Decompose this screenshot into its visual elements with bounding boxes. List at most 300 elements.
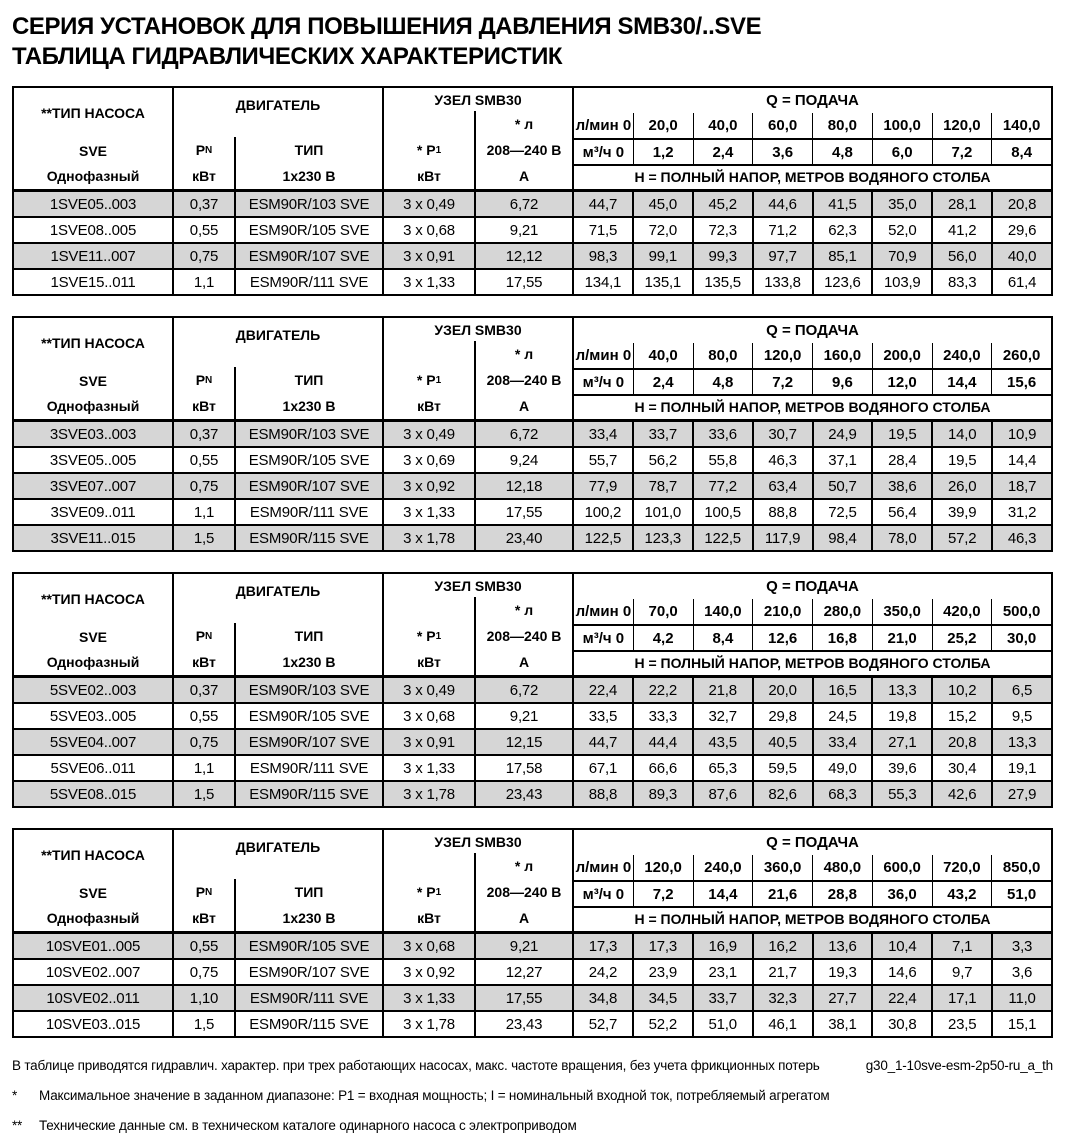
table-row-10SVE02..007 [14, 958, 1051, 984]
flow-m3h-value: 21,0 [872, 626, 932, 649]
head-value-cell: 9,5 [991, 704, 1051, 728]
table-body [14, 422, 1051, 550]
head-value-cell: 30,4 [931, 756, 991, 780]
header-p1: * P 1 [416, 142, 442, 158]
footnote-double-star-text: Технические данные см. в техническом каталоге одинарного насоса с электроприводом [39, 1118, 577, 1133]
table-body [14, 192, 1051, 294]
head-values-group [572, 270, 1051, 294]
head-value-cell: 72,0 [632, 218, 692, 242]
header-current: * л [514, 346, 534, 362]
table-row-1SVE08..005 [14, 216, 1051, 242]
head-value-cell: 45,2 [692, 192, 752, 216]
head-value-cell: 22,4 [871, 986, 931, 1010]
header-pump-type-group [14, 830, 172, 931]
head-value-cell: 39,6 [871, 756, 931, 780]
header-phase: Однофазный [46, 168, 140, 185]
header-unit-smb30: УЗЕЛ SMB30 [434, 833, 522, 850]
head-values-group [572, 422, 1051, 446]
hydraulic-tables [12, 86, 1053, 1038]
motor-type-cell: ESM90R/105 SVE [234, 934, 382, 958]
pump-type-cell: 5SVE03..005 [49, 707, 137, 725]
flow-lmin-value: 280,0 [812, 599, 872, 624]
flow-m3h-value: 4,8 [693, 370, 753, 393]
table-row-10SVE03..015 [14, 1010, 1051, 1036]
header-voltage-230: 1x230 В [282, 398, 336, 414]
header-head-label: H = ПОЛНЫЙ НАПОР, МЕТРОВ ВОДЯНОГО СТОЛБА [574, 394, 1051, 419]
motor-type-cell: ESM90R/103 SVE [234, 192, 382, 216]
header-unit-smb30: УЗЕЛ SMB30 [434, 321, 522, 338]
head-value-cell: 41,5 [812, 192, 872, 216]
motor-type-cell: ESM90R/103 SVE [234, 422, 382, 446]
head-values-group [572, 704, 1051, 728]
pump-type-cell: 3SVE03..003 [49, 425, 137, 443]
table-header [14, 318, 1051, 422]
head-value-cell: 100,2 [584, 503, 622, 521]
flow-lmin-value: 120,0 [752, 343, 812, 368]
header-sve: SVE [78, 629, 107, 646]
head-value-cell: 103,9 [871, 270, 931, 294]
head-value-cell: 19,8 [871, 704, 931, 728]
head-values-group [572, 448, 1051, 472]
head-value-cell: 37,1 [812, 448, 872, 472]
table-row-3SVE09..011 [14, 498, 1051, 524]
head-value-cell: 46,3 [752, 448, 812, 472]
pump-table-5SVE [12, 572, 1053, 808]
p1-kw-cell: 3 x 1,78 [382, 782, 474, 806]
header-smb30-group [382, 318, 572, 419]
current-cell: 9,24 [474, 448, 572, 472]
header-q-title: Q = ПОДАЧА [766, 322, 859, 340]
head-values-group [572, 474, 1051, 498]
p1-kw-cell: 3 x 0,92 [382, 474, 474, 498]
head-value-cell: 32,3 [752, 986, 812, 1010]
flow-m3h-value: 25,2 [932, 626, 992, 649]
flow-m3h-label: м³/ч 0 [582, 373, 625, 391]
pn-kw-cell: 0,55 [172, 934, 234, 958]
flow-m3h-value: 4,2 [633, 626, 693, 649]
head-value-cell: 71,2 [752, 218, 812, 242]
p1-kw-cell: 3 x 0,69 [382, 448, 474, 472]
flow-m3h-value: 4,8 [812, 140, 872, 163]
head-value-cell: 51,0 [692, 1012, 752, 1036]
pump-type-cell: 5SVE02..003 [49, 681, 137, 699]
header-smb30-group [382, 830, 572, 931]
table-row-5SVE08..015 [14, 780, 1051, 806]
p1-kw-cell: 3 x 0,91 [382, 730, 474, 754]
header-motor: ДВИГАТЕЛЬ [235, 839, 321, 855]
footnote-marker: ** [12, 1118, 23, 1133]
pump-table-10SVE [12, 828, 1053, 1038]
header-pn: P N [195, 884, 213, 900]
current-cell: 12,15 [474, 730, 572, 754]
flow-m3h-value: 8,4 [693, 626, 753, 649]
current-cell: 23,40 [474, 526, 572, 550]
header-flow-group [572, 574, 1051, 675]
pn-kw-cell: 1,5 [172, 1012, 234, 1036]
head-value-cell: 30,7 [752, 422, 812, 446]
current-cell: 9,21 [474, 704, 572, 728]
head-value-cell: 33,4 [812, 730, 872, 754]
header-head-label: H = ПОЛНЫЙ НАПОР, МЕТРОВ ВОДЯНОГО СТОЛБА [574, 164, 1051, 189]
head-value-cell: 27,1 [871, 730, 931, 754]
current-cell: 12,18 [474, 474, 572, 498]
motor-type-cell: ESM90R/115 SVE [234, 782, 382, 806]
flow-m3h-value: 7,2 [752, 370, 812, 393]
flow-m3h-label: м³/ч 0 [582, 629, 625, 647]
head-value-cell: 38,6 [871, 474, 931, 498]
pn-kw-cell: 1,1 [172, 270, 234, 294]
head-values-group [572, 678, 1051, 702]
table-body [14, 678, 1051, 806]
head-value-cell: 42,6 [931, 782, 991, 806]
head-value-cell: 78,7 [632, 474, 692, 498]
flow-lmin-label: л/мин 0 [575, 859, 632, 877]
head-value-cell: 13,3 [871, 678, 931, 702]
pump-type-cell: 1SVE15..011 [50, 273, 136, 291]
header-sve: SVE [78, 143, 107, 160]
flow-lmin-value: 260,0 [991, 343, 1051, 368]
head-value-cell: 45,0 [632, 192, 692, 216]
head-value-cell: 72,3 [692, 218, 752, 242]
motor-type-cell: ESM90R/115 SVE [234, 526, 382, 550]
head-value-cell: 17,3 [632, 934, 692, 958]
head-value-cell: 34,5 [632, 986, 692, 1010]
current-cell: 6,72 [474, 422, 572, 446]
head-value-cell: 83,3 [931, 270, 991, 294]
header-phase: Однофазный [46, 398, 140, 415]
head-value-cell: 97,7 [752, 244, 812, 268]
head-value-cell: 30,8 [871, 1012, 931, 1036]
current-cell: 9,21 [474, 218, 572, 242]
motor-type-cell: ESM90R/105 SVE [234, 704, 382, 728]
header-motor-group [172, 574, 382, 675]
head-value-cell: 11,0 [991, 986, 1051, 1010]
head-value-cell: 59,5 [752, 756, 812, 780]
flow-lmin-value: 350,0 [872, 599, 932, 624]
flow-lmin-value: 240,0 [932, 343, 992, 368]
head-value-cell: 55,8 [692, 448, 752, 472]
header-flow-group [572, 88, 1051, 189]
header-pn: P N [195, 142, 213, 158]
head-value-cell: 28,1 [931, 192, 991, 216]
head-value-cell: 35,0 [871, 192, 931, 216]
flow-m3h-value: 51,0 [991, 882, 1051, 905]
head-value-cell: 16,2 [752, 934, 812, 958]
p1-kw-cell: 3 x 0,68 [382, 934, 474, 958]
flow-lmin-value: 720,0 [932, 855, 992, 880]
flow-lmin-value: 140,0 [693, 599, 753, 624]
flow-lmin-value: 420,0 [932, 599, 992, 624]
header-motor: ДВИГАТЕЛЬ [235, 327, 321, 343]
pn-kw-cell: 0,75 [172, 960, 234, 984]
pump-type-cell: 5SVE04..007 [49, 733, 137, 751]
header-motor-type: ТИП [294, 142, 324, 158]
flow-lmin-value: 120,0 [633, 855, 693, 880]
flow-m3h-value: 28,8 [812, 882, 872, 905]
header-motor-type: ТИП [294, 372, 324, 388]
footnote-single-star [12, 1088, 1053, 1103]
head-value-cell: 98,4 [812, 526, 872, 550]
head-value-cell: 14,6 [871, 960, 931, 984]
head-value-cell: 66,6 [632, 756, 692, 780]
head-value-cell: 72,5 [812, 500, 872, 524]
motor-type-cell: ESM90R/107 SVE [234, 960, 382, 984]
flow-lmin-value: 850,0 [991, 855, 1051, 880]
header-q-title: Q = ПОДАЧА [766, 834, 859, 852]
current-cell: 17,55 [474, 500, 572, 524]
head-value-cell: 27,9 [991, 782, 1051, 806]
head-value-cell: 56,2 [632, 448, 692, 472]
head-value-cell: 135,5 [692, 270, 752, 294]
header-p1-unit: кВт [417, 398, 441, 414]
header-p1-unit: кВт [417, 910, 441, 926]
head-value-cell: 26,0 [931, 474, 991, 498]
pump-type-cell: 5SVE08..015 [49, 785, 137, 803]
header-pump-type: **ТИП НАСОСА [41, 335, 145, 352]
head-value-cell: 16,5 [812, 678, 872, 702]
table-row-3SVE03..003 [14, 422, 1051, 446]
flow-lmin-row [574, 855, 1051, 880]
motor-type-cell: ESM90R/111 SVE [234, 756, 382, 780]
flow-lmin-value: 360,0 [752, 855, 812, 880]
p1-kw-cell: 3 x 0,49 [382, 192, 474, 216]
head-value-cell: 57,2 [931, 526, 991, 550]
flow-lmin-value: 120,0 [932, 113, 992, 138]
head-value-cell: 78,0 [871, 526, 931, 550]
table-row-5SVE03..005 [14, 702, 1051, 728]
flow-m3h-value: 7,2 [932, 140, 992, 163]
pump-type-cell: 5SVE06..011 [50, 759, 136, 777]
head-value-cell: 19,1 [991, 756, 1051, 780]
head-value-cell: 87,6 [692, 782, 752, 806]
head-value-cell: 56,0 [931, 244, 991, 268]
table-header [14, 830, 1051, 934]
head-value-cell: 23,1 [692, 960, 752, 984]
flow-m3h-value: 12,6 [752, 626, 812, 649]
header-amp-unit: А [518, 910, 530, 926]
header-amp-unit: А [518, 168, 530, 184]
head-value-cell: 40,0 [991, 244, 1051, 268]
current-cell: 12,27 [474, 960, 572, 984]
head-value-cell: 31,2 [991, 500, 1051, 524]
head-value-cell: 44,4 [632, 730, 692, 754]
head-value-cell: 100,5 [692, 500, 752, 524]
p1-kw-cell: 3 x 0,68 [382, 704, 474, 728]
flow-lmin-value: 140,0 [991, 113, 1051, 138]
pn-kw-cell: 0,75 [172, 474, 234, 498]
head-value-cell: 85,1 [812, 244, 872, 268]
head-value-cell: 88,8 [588, 785, 618, 803]
header-flow-group [572, 318, 1051, 419]
pump-table-3SVE [12, 316, 1053, 552]
footnote-general-text: В таблице приводятся гидравлич. характер. при трех работающих насосах, макс. частоте вращения, без учета фрикционных потерь [12, 1058, 820, 1073]
header-voltage-230: 1x230 В [282, 654, 336, 670]
head-value-cell: 10,2 [931, 678, 991, 702]
pump-type-cell: 3SVE11..015 [50, 529, 136, 547]
header-unit-smb30: УЗЕЛ SMB30 [434, 577, 522, 594]
p1-kw-cell: 3 x 0,49 [382, 422, 474, 446]
head-value-cell: 29,6 [991, 218, 1051, 242]
table-row-1SVE15..011 [14, 268, 1051, 294]
head-value-cell: 49,0 [812, 756, 872, 780]
header-voltage-range: 208—240 В [486, 628, 562, 644]
motor-type-cell: ESM90R/115 SVE [234, 1012, 382, 1036]
table-header [14, 574, 1051, 678]
flow-lmin-value: 600,0 [872, 855, 932, 880]
head-value-cell: 88,8 [752, 500, 812, 524]
head-value-cell: 46,1 [752, 1012, 812, 1036]
flow-lmin-row [574, 343, 1051, 368]
header-pn: P N [195, 372, 213, 388]
head-value-cell: 44,7 [588, 195, 618, 213]
head-value-cell: 16,9 [692, 934, 752, 958]
header-pn-unit: кВт [192, 910, 216, 926]
head-value-cell: 43,5 [692, 730, 752, 754]
header-voltage-range: 208—240 В [486, 884, 562, 900]
header-motor: ДВИГАТЕЛЬ [235, 583, 321, 599]
header-phase: Однофазный [46, 654, 140, 671]
header-pump-type-group [14, 574, 172, 675]
head-value-cell: 32,7 [692, 704, 752, 728]
head-value-cell: 18,7 [991, 474, 1051, 498]
flow-lmin-value: 210,0 [752, 599, 812, 624]
head-value-cell: 15,1 [991, 1012, 1051, 1036]
head-value-cell: 28,4 [871, 448, 931, 472]
flow-lmin-value: 40,0 [633, 343, 693, 368]
head-value-cell: 65,3 [692, 756, 752, 780]
current-cell: 23,43 [474, 782, 572, 806]
head-value-cell: 77,2 [692, 474, 752, 498]
head-value-cell: 29,8 [752, 704, 812, 728]
head-values-group [572, 986, 1051, 1010]
flow-lmin-value: 100,0 [872, 113, 932, 138]
p1-kw-cell: 3 x 1,33 [382, 500, 474, 524]
flow-m3h-row [574, 880, 1051, 905]
flow-m3h-value: 2,4 [693, 140, 753, 163]
flow-m3h-value: 8,4 [991, 140, 1051, 163]
p1-kw-cell: 3 x 0,49 [382, 678, 474, 702]
flow-lmin-value: 240,0 [693, 855, 753, 880]
head-value-cell: 46,3 [991, 526, 1051, 550]
motor-type-cell: ESM90R/105 SVE [234, 448, 382, 472]
flow-lmin-value: 80,0 [812, 113, 872, 138]
head-values-group [572, 782, 1051, 806]
header-voltage-230: 1x230 В [282, 910, 336, 926]
head-value-cell: 24,5 [812, 704, 872, 728]
head-value-cell: 19,3 [812, 960, 872, 984]
page-title [12, 12, 1053, 72]
head-value-cell: 13,3 [991, 730, 1051, 754]
head-value-cell: 61,4 [991, 270, 1051, 294]
head-value-cell: 22,2 [632, 678, 692, 702]
head-value-cell: 63,4 [752, 474, 812, 498]
head-value-cell: 20,8 [931, 730, 991, 754]
head-value-cell: 41,2 [931, 218, 991, 242]
table-row-10SVE02..011 [14, 984, 1051, 1010]
flow-lmin-value: 480,0 [812, 855, 872, 880]
flow-m3h-value: 14,4 [693, 882, 753, 905]
header-pn-unit: кВт [192, 398, 216, 414]
head-value-cell: 21,8 [692, 678, 752, 702]
flow-m3h-row [574, 368, 1051, 393]
header-unit-smb30: УЗЕЛ SMB30 [434, 91, 522, 108]
table-row-5SVE04..007 [14, 728, 1051, 754]
p1-kw-cell: 3 x 1,78 [382, 1012, 474, 1036]
pump-type-cell: 10SVE02..011 [46, 989, 140, 1007]
head-values-group [572, 730, 1051, 754]
current-cell: 17,55 [474, 270, 572, 294]
table-row-3SVE07..007 [14, 472, 1051, 498]
header-voltage-230: 1x230 В [282, 168, 336, 184]
head-value-cell: 24,9 [812, 422, 872, 446]
pump-type-cell: 10SVE01..005 [45, 937, 141, 955]
head-value-cell: 23,5 [931, 1012, 991, 1036]
head-value-cell: 133,8 [752, 270, 812, 294]
flow-lmin-value: 40,0 [693, 113, 753, 138]
current-cell: 6,72 [474, 192, 572, 216]
footnote-double-star [12, 1118, 1053, 1133]
head-values-group [572, 192, 1051, 216]
pn-kw-cell: 0,37 [172, 192, 234, 216]
head-value-cell: 14,4 [991, 448, 1051, 472]
flow-lmin-row [574, 113, 1051, 138]
header-q-title: Q = ПОДАЧА [766, 578, 859, 596]
head-value-cell: 39,9 [931, 500, 991, 524]
flow-lmin-value: 70,0 [633, 599, 693, 624]
pn-kw-cell: 1,1 [172, 500, 234, 524]
current-cell: 12,12 [474, 244, 572, 268]
flow-m3h-value: 3,6 [752, 140, 812, 163]
header-sve: SVE [78, 885, 107, 902]
head-values-group [572, 526, 1051, 550]
flow-m3h-row [574, 138, 1051, 163]
head-value-cell: 123,3 [632, 526, 692, 550]
header-amp-unit: А [518, 398, 530, 414]
flow-m3h-value: 6,0 [872, 140, 932, 163]
flow-m3h-value: 9,6 [812, 370, 872, 393]
head-value-cell: 14,0 [931, 422, 991, 446]
flow-m3h-value: 14,4 [932, 370, 992, 393]
head-value-cell: 70,9 [871, 244, 931, 268]
flow-m3h-row [574, 624, 1051, 649]
header-q-title: Q = ПОДАЧА [766, 92, 859, 110]
head-value-cell: 62,3 [812, 218, 872, 242]
head-value-cell: 3,6 [991, 960, 1051, 984]
head-values-group [572, 756, 1051, 780]
current-cell: 17,58 [474, 756, 572, 780]
pump-type-cell: 1SVE11..007 [50, 247, 136, 265]
pn-kw-cell: 0,37 [172, 678, 234, 702]
header-current: * л [514, 858, 534, 874]
header-pn-unit: кВт [192, 654, 216, 670]
head-value-cell: 99,3 [692, 244, 752, 268]
pump-type-cell: 1SVE08..005 [49, 221, 137, 239]
flow-lmin-label: л/мин 0 [575, 117, 632, 135]
head-value-cell: 23,9 [632, 960, 692, 984]
head-value-cell: 71,5 [588, 221, 618, 239]
head-values-group [572, 1012, 1051, 1036]
head-value-cell: 38,1 [812, 1012, 872, 1036]
head-value-cell: 33,7 [692, 986, 752, 1010]
flow-m3h-value: 12,0 [872, 370, 932, 393]
table-row-3SVE11..015 [14, 524, 1051, 550]
table-row-10SVE01..005 [14, 934, 1051, 958]
flow-m3h-value: 30,0 [991, 626, 1051, 649]
head-value-cell: 24,2 [588, 963, 618, 981]
flow-m3h-value: 16,8 [812, 626, 872, 649]
pn-kw-cell: 0,55 [172, 704, 234, 728]
header-motor: ДВИГАТЕЛЬ [235, 97, 321, 113]
